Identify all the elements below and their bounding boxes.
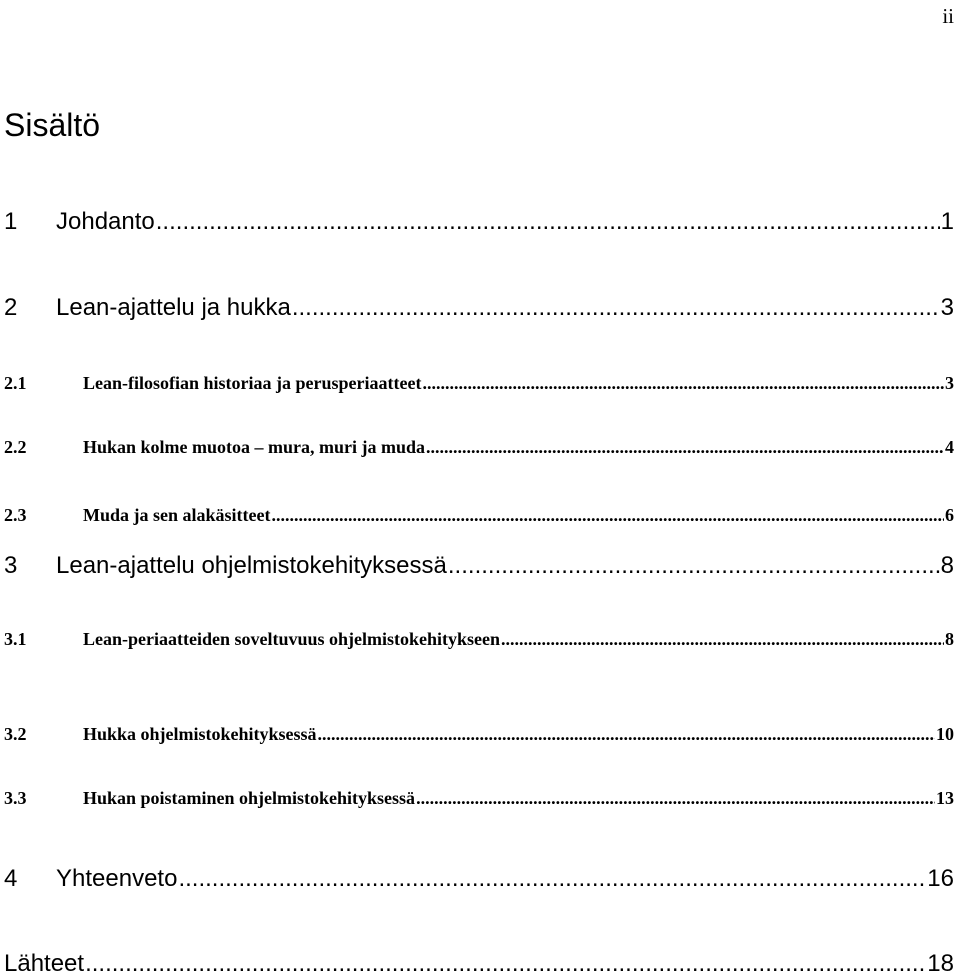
toc-entry-page: 16 [927,865,954,892]
toc-entry-page: 4 [945,437,954,457]
toc-entry-lean-ajattelu-ja-hukka[interactable] [4,292,954,324]
toc-entry-label: Yhteenveto [56,865,178,892]
page-number: ii [942,4,954,28]
toc-entry-number: 3.2 [4,724,27,744]
toc-entry-label: Lean-ajattelu ohjelmistokehityksessä [56,552,447,579]
toc-leader-dots [156,206,940,238]
toc-entry-yhteenveto[interactable] [4,863,954,895]
toc-leader-dots [178,863,926,895]
toc-entry-label: Hukan kolme muotoa – mura, muri ja muda [83,437,426,457]
toc-entry-label: Lean-periaatteiden soveltuvuus ohjelmistokehitykseen [83,629,501,649]
toc-entry-number: 3 [4,552,18,579]
toc-leader-dots [318,722,935,746]
toc-entry-label: Lähteet [4,950,85,977]
toc-entry-number: 2.3 [4,505,27,525]
toc-entry-label: Hukan poistaminen ohjelmistokehityksessä [83,788,416,808]
toc-leader-dots [422,371,944,395]
toc-entry-johdanto[interactable] [4,206,954,238]
toc-title: Sisältö [4,107,101,143]
toc-entry-lean-periaatteiden-soveltuvuus[interactable] [4,627,954,651]
toc-entry-number: 2.1 [4,373,27,393]
toc-leader-dots [416,786,935,810]
toc-entry-label: Johdanto [56,208,155,235]
toc-entry-number: 1 [4,208,18,235]
toc-entry-muda-ja-sen-alakasitteet[interactable] [4,503,954,527]
toc-entry-label: Lean-filosofian historiaa ja perusperiaatteet [83,373,422,393]
toc-entry-number: 2.2 [4,437,27,457]
toc-entry-page: 8 [945,629,954,649]
toc-entry-page: 6 [945,505,954,525]
toc-entry-number: 2 [4,294,18,321]
toc-entry-page: 8 [940,552,954,579]
toc-entry-page: 3 [945,373,954,393]
toc-entry-label: Muda ja sen alakäsitteet [83,505,271,525]
toc-leader-dots [292,292,940,324]
toc-entry-label: Hukka ohjelmistokehityksessä [83,724,317,744]
toc-leader-dots [426,435,944,459]
toc-entry-hukan-kolme-muotoa[interactable] [4,435,954,459]
toc-entry-lean-ajattelu-ohjelmistokehityksessa[interactable] [4,550,954,582]
toc-entry-number: 3.3 [4,788,27,808]
toc-entry-label: Lean-ajattelu ja hukka [56,294,291,321]
toc-entry-page: 13 [936,788,954,808]
toc-leader-dots [272,503,945,527]
toc-entry-lahteet[interactable] [4,948,954,980]
toc-entry-lean-filosofian-historiaa[interactable] [4,371,954,395]
toc-entry-page: 3 [940,294,954,321]
toc-entry-number: 3.1 [4,629,27,649]
toc-leader-dots [448,550,940,582]
toc-entry-hukka-ohjelmistokehityksessa[interactable] [4,722,954,746]
toc-leader-dots [85,948,926,980]
toc-entry-number: 4 [4,865,18,892]
toc-entry-hukan-poistaminen[interactable] [4,786,954,810]
toc-entry-page: 10 [936,724,954,744]
toc-entry-page: 18 [927,950,954,977]
toc-leader-dots [501,627,944,651]
toc-entry-page: 1 [940,208,954,235]
